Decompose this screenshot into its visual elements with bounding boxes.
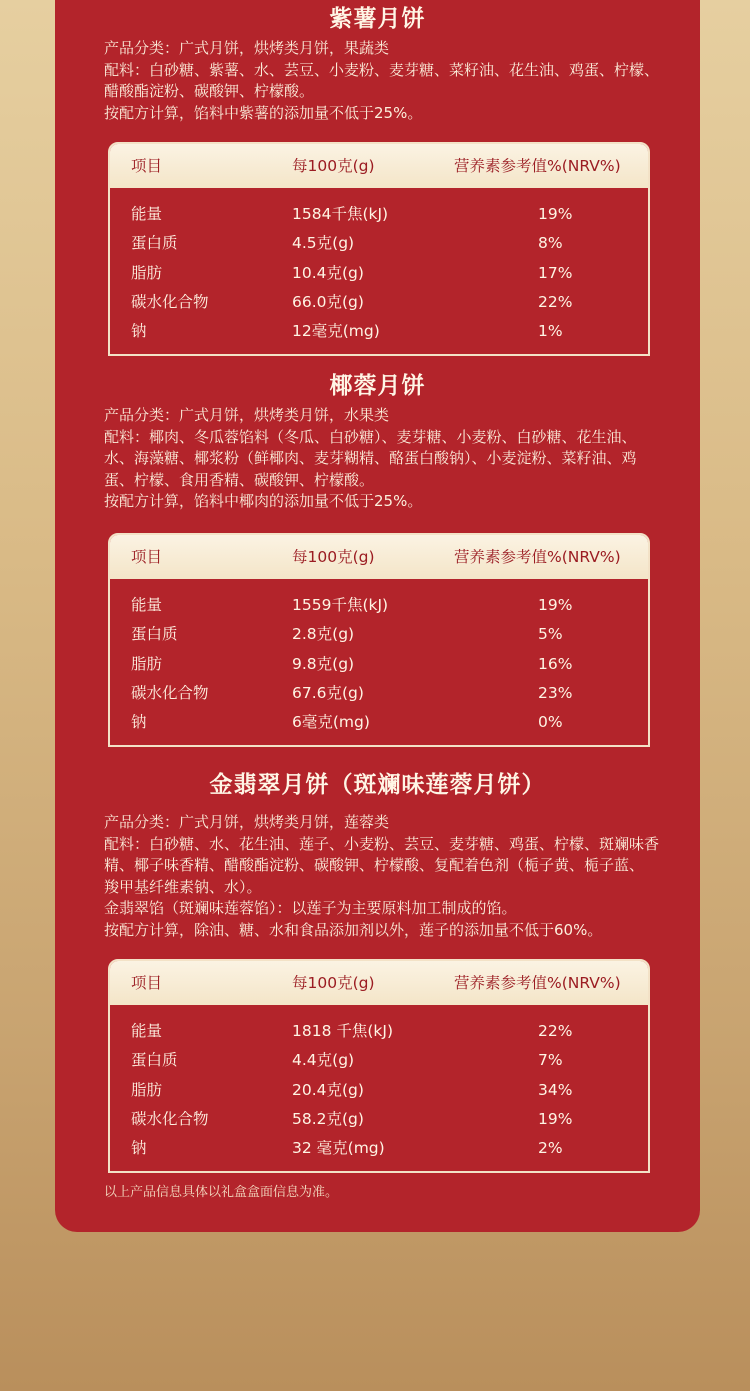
nutrient-nrv: 23% (538, 683, 573, 702)
nutrient-name: 脂肪 (131, 263, 163, 282)
nutrient-value: 2.8克(g) (292, 625, 355, 644)
info-line: 产品分类：广式月饼，烘烤类月饼，水果类 (104, 406, 390, 424)
nutrient-nrv: 19% (538, 1109, 573, 1128)
nutrient-value: 20.4克(g) (292, 1080, 364, 1099)
product-title: 椰蓉月饼 (329, 373, 426, 399)
nutrition-table-header (110, 144, 648, 188)
nutrient-value: 12毫克(mg) (292, 322, 380, 341)
table-row (110, 288, 648, 317)
footer-note: 以上产品信息具体以礼盒盒面信息为准。 (104, 1185, 339, 1200)
nutrient-nrv: 7% (538, 1051, 563, 1070)
table-row (110, 591, 648, 620)
table-row (110, 317, 648, 346)
nutrient-value: 32 毫克(mg) (292, 1139, 385, 1158)
nutrient-nrv: 34% (538, 1080, 573, 1099)
header-per100: 每100克(g) (292, 974, 375, 992)
table-row (110, 1134, 648, 1163)
nutrition-table (108, 142, 650, 356)
nutrient-nrv: 22% (538, 292, 573, 311)
nutrient-nrv: 22% (538, 1022, 573, 1040)
product-section-purple-potato (55, 2, 700, 124)
nutrient-nrv: 8% (538, 234, 563, 253)
nutrient-name: 蛋白质 (131, 234, 178, 253)
info-line: 按配方计算，馅料中紫薯的添加量不低于25%。 (104, 103, 423, 122)
nutrient-value: 66.0克(g) (292, 292, 364, 311)
table-row (110, 650, 648, 679)
nutrient-name: 脂肪 (131, 654, 163, 673)
info-line: 配料：白砂糖、水、花生油、莲子、小麦粉、芸豆、麦芽糖、鸡蛋、柠檬、斑斓味香 (104, 834, 660, 853)
info-line: 产品分类：广式月饼，烘烤类月饼，莲蓉类 (104, 813, 390, 831)
info-line: 按配方计算，除油、糖、水和食品添加剂以外，莲子的添加量不低于60%。 (104, 920, 603, 939)
header-per100: 每100克(g) (292, 157, 375, 175)
nutrient-value: 1818 千焦(kJ) (292, 1022, 394, 1040)
nutrient-name: 能量 (131, 205, 163, 223)
nutrient-value: 4.5克(g) (292, 234, 355, 253)
nutrient-nrv: 2% (538, 1139, 563, 1158)
table-row (110, 1105, 648, 1134)
nutrient-nrv: 5% (538, 625, 563, 644)
nutrient-value: 1584千焦(kJ) (292, 205, 389, 223)
nutrient-name: 碳水化合物 (131, 1109, 209, 1128)
nutrition-table-body (110, 1005, 648, 1171)
product-info-panel (55, 0, 700, 1232)
info-line: 按配方计算，馅料中椰肉的添加量不低于25%。 (104, 492, 423, 511)
nutrient-name: 碳水化合物 (131, 683, 209, 702)
nutrient-name: 能量 (131, 596, 163, 614)
nutrition-table-body (110, 188, 648, 354)
info-line: 金翡翠馅（斑斓味莲蓉馅）：以莲子为主要原料加工制成的馅。 (104, 899, 517, 918)
header-per100: 每100克(g) (292, 548, 375, 566)
nutrient-value: 10.4克(g) (292, 263, 364, 282)
info-line: 精、椰子味香精、醋酸酯淀粉、碳酸钾、柠檬酸、复配着色剂（栀子黄、栀子蓝、 (104, 856, 645, 875)
product-section-jade (55, 768, 700, 942)
nutrient-name: 钠 (131, 1139, 147, 1158)
table-row (110, 229, 648, 258)
nutrient-value: 1559千焦(kJ) (292, 596, 389, 614)
nutrition-table-header (110, 535, 648, 579)
header-item: 项目 (131, 548, 163, 566)
nutrient-nrv: 19% (538, 205, 573, 223)
nutrition-table (108, 533, 650, 747)
nutrient-name: 蛋白质 (131, 1051, 178, 1070)
nutrient-nrv: 19% (538, 596, 573, 614)
info-line: 配料：椰肉、冬瓜蓉馅料（冬瓜、白砂糖）、麦芽糖、小麦粉、白砂糖、花生油、 (104, 427, 637, 446)
nutrient-name: 钠 (131, 322, 147, 341)
product-info (55, 38, 700, 124)
header-item: 项目 (131, 157, 163, 175)
table-row (110, 620, 648, 649)
table-row (110, 679, 648, 708)
nutrient-name: 碳水化合物 (131, 292, 209, 311)
nutrient-nrv: 17% (538, 263, 573, 282)
header-nrv: 营养素参考值%(NRV%) (454, 974, 621, 992)
header-nrv: 营养素参考值%(NRV%) (454, 157, 621, 175)
info-line: 水、海藻糖、椰浆粉（鲜椰肉、麦芽糊精、酪蛋白酸钠）、小麦淀粉、菜籽油、鸡 (104, 449, 637, 468)
table-row (110, 708, 648, 737)
nutrient-value: 9.8克(g) (292, 654, 355, 673)
nutrition-table-body (110, 579, 648, 745)
nutrient-value: 67.6克(g) (292, 683, 364, 702)
nutrient-nrv: 16% (538, 654, 573, 673)
product-info (55, 812, 700, 942)
nutrient-nrv: 1% (538, 322, 563, 341)
table-row (110, 200, 648, 229)
nutrient-value: 4.4克(g) (292, 1051, 355, 1070)
product-title: 金翡翠月饼（斑斓味莲蓉月饼） (209, 772, 546, 798)
nutrient-value: 58.2克(g) (292, 1109, 364, 1128)
product-info (55, 405, 700, 513)
nutrient-name: 蛋白质 (131, 625, 178, 644)
product-section-coconut (55, 369, 700, 513)
product-title: 紫薯月饼 (329, 6, 426, 32)
table-row (110, 1076, 648, 1105)
nutrient-name: 脂肪 (131, 1080, 163, 1099)
info-line: 配料：白砂糖、紫薯、水、芸豆、小麦粉、麦芽糖、菜籽油、花生油、鸡蛋、柠檬、 (104, 60, 660, 79)
info-line: 蛋、柠檬、食用香精、碳酸钾、柠檬酸。 (104, 470, 375, 489)
nutrient-nrv: 0% (538, 713, 563, 732)
nutrient-value: 6毫克(mg) (292, 713, 370, 732)
header-nrv: 营养素参考值%(NRV%) (454, 548, 621, 566)
info-line: 醋酸酯淀粉、碳酸钾、柠檬酸。 (104, 82, 315, 101)
nutrition-table (108, 959, 650, 1173)
header-item: 项目 (131, 974, 163, 992)
nutrient-name: 钠 (131, 713, 147, 732)
info-line: 羧甲基纤维素钠、水）。 (104, 877, 262, 896)
table-row (110, 259, 648, 288)
nutrient-name: 能量 (131, 1022, 163, 1040)
info-line: 产品分类：广式月饼，烘烤类月饼，果蔬类 (104, 39, 390, 57)
table-row (110, 1017, 648, 1046)
nutrition-table-header (110, 961, 648, 1005)
table-row (110, 1046, 648, 1075)
